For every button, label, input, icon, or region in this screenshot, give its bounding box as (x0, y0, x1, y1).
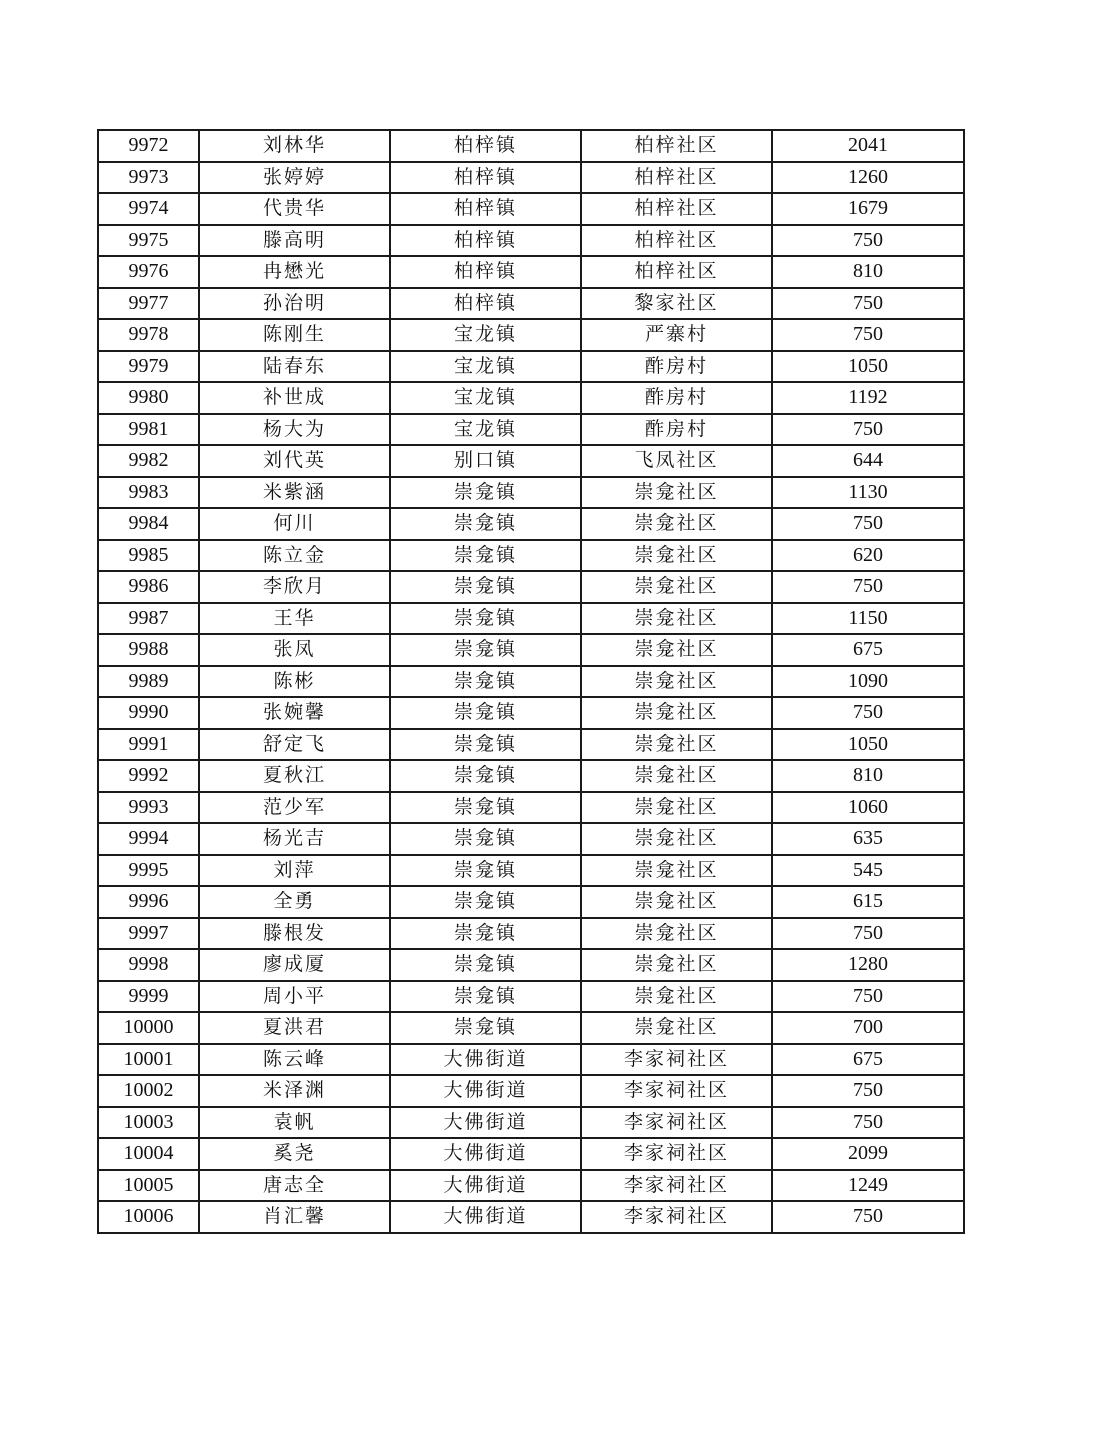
amount-cell: 810 (772, 760, 964, 792)
community-cell: 崇龛社区 (581, 666, 772, 698)
table-body (98, 130, 964, 1233)
community-cell: 崇龛社区 (581, 634, 772, 666)
amount-cell: 750 (772, 414, 964, 446)
name-cell: 唐志全 (199, 1170, 390, 1202)
name-cell: 夏洪君 (199, 1012, 390, 1044)
name-cell: 何川 (199, 508, 390, 540)
row-number-cell: 9976 (98, 256, 199, 288)
town-cell: 大佛街道 (390, 1170, 581, 1202)
name-cell: 李欣月 (199, 571, 390, 603)
community-cell: 崇龛社区 (581, 760, 772, 792)
table-row (98, 414, 964, 446)
town-cell: 宝龙镇 (390, 382, 581, 414)
name-cell: 滕高明 (199, 225, 390, 257)
town-cell: 大佛街道 (390, 1044, 581, 1076)
amount-cell: 1060 (772, 792, 964, 824)
community-cell: 酢房村 (581, 351, 772, 383)
name-cell: 张婉馨 (199, 697, 390, 729)
table-row (98, 1201, 964, 1233)
community-cell: 崇龛社区 (581, 697, 772, 729)
community-cell: 崇龛社区 (581, 603, 772, 635)
town-cell: 大佛街道 (390, 1075, 581, 1107)
row-number-cell: 9972 (98, 130, 199, 162)
row-number-cell: 9974 (98, 193, 199, 225)
amount-cell: 1050 (772, 729, 964, 761)
amount-cell: 1192 (772, 382, 964, 414)
community-cell: 崇龛社区 (581, 508, 772, 540)
name-cell: 舒定飞 (199, 729, 390, 761)
town-cell: 崇龛镇 (390, 918, 581, 950)
town-cell: 宝龙镇 (390, 351, 581, 383)
amount-cell: 644 (772, 445, 964, 477)
town-cell: 柏梓镇 (390, 193, 581, 225)
row-number-cell: 10002 (98, 1075, 199, 1107)
community-cell: 崇龛社区 (581, 571, 772, 603)
community-cell: 严寨村 (581, 319, 772, 351)
row-number-cell: 9981 (98, 414, 199, 446)
table-row (98, 288, 964, 320)
table-row (98, 729, 964, 761)
table-row (98, 1044, 964, 1076)
table-row (98, 1075, 964, 1107)
row-number-cell: 9984 (98, 508, 199, 540)
amount-cell: 750 (772, 918, 964, 950)
community-cell: 李家祠社区 (581, 1107, 772, 1139)
name-cell: 陆春东 (199, 351, 390, 383)
table-row (98, 886, 964, 918)
amount-cell: 615 (772, 886, 964, 918)
community-cell: 崇龛社区 (581, 949, 772, 981)
town-cell: 崇龛镇 (390, 729, 581, 761)
table-row (98, 634, 964, 666)
name-cell: 袁帆 (199, 1107, 390, 1139)
town-cell: 宝龙镇 (390, 319, 581, 351)
table-row (98, 225, 964, 257)
community-cell: 李家祠社区 (581, 1201, 772, 1233)
amount-cell: 620 (772, 540, 964, 572)
town-cell: 崇龛镇 (390, 571, 581, 603)
community-cell: 柏梓社区 (581, 193, 772, 225)
row-number-cell: 9988 (98, 634, 199, 666)
town-cell: 崇龛镇 (390, 949, 581, 981)
town-cell: 崇龛镇 (390, 477, 581, 509)
town-cell: 崇龛镇 (390, 760, 581, 792)
data-table (97, 129, 965, 1234)
name-cell: 杨光吉 (199, 823, 390, 855)
table-row (98, 193, 964, 225)
community-cell: 崇龛社区 (581, 729, 772, 761)
amount-cell: 1130 (772, 477, 964, 509)
row-number-cell: 9991 (98, 729, 199, 761)
table-row (98, 603, 964, 635)
row-number-cell: 9998 (98, 949, 199, 981)
table-row (98, 918, 964, 950)
table-row (98, 445, 964, 477)
town-cell: 崇龛镇 (390, 697, 581, 729)
amount-cell: 750 (772, 225, 964, 257)
table-row (98, 1107, 964, 1139)
name-cell: 陈立金 (199, 540, 390, 572)
table-row (98, 666, 964, 698)
row-number-cell: 9997 (98, 918, 199, 950)
amount-cell: 750 (772, 288, 964, 320)
name-cell: 张凤 (199, 634, 390, 666)
table-row (98, 1012, 964, 1044)
community-cell: 崇龛社区 (581, 1012, 772, 1044)
row-number-cell: 9980 (98, 382, 199, 414)
amount-cell: 750 (772, 319, 964, 351)
row-number-cell: 9990 (98, 697, 199, 729)
community-cell: 李家祠社区 (581, 1044, 772, 1076)
row-number-cell: 9992 (98, 760, 199, 792)
table-row (98, 351, 964, 383)
amount-cell: 675 (772, 634, 964, 666)
amount-cell: 750 (772, 1107, 964, 1139)
town-cell: 崇龛镇 (390, 823, 581, 855)
community-cell: 崇龛社区 (581, 540, 772, 572)
name-cell: 张婷婷 (199, 162, 390, 194)
name-cell: 范少军 (199, 792, 390, 824)
table-row (98, 792, 964, 824)
amount-cell: 1090 (772, 666, 964, 698)
community-cell: 崇龛社区 (581, 918, 772, 950)
row-number-cell: 9985 (98, 540, 199, 572)
town-cell: 崇龛镇 (390, 603, 581, 635)
town-cell: 崇龛镇 (390, 666, 581, 698)
name-cell: 全勇 (199, 886, 390, 918)
name-cell: 陈云峰 (199, 1044, 390, 1076)
row-number-cell: 9987 (98, 603, 199, 635)
town-cell: 柏梓镇 (390, 225, 581, 257)
table-row (98, 540, 964, 572)
row-number-cell: 10001 (98, 1044, 199, 1076)
amount-cell: 1260 (772, 162, 964, 194)
community-cell: 崇龛社区 (581, 792, 772, 824)
table-row (98, 162, 964, 194)
town-cell: 柏梓镇 (390, 162, 581, 194)
name-cell: 肖汇馨 (199, 1201, 390, 1233)
table-row (98, 855, 964, 887)
town-cell: 崇龛镇 (390, 792, 581, 824)
name-cell: 米泽渊 (199, 1075, 390, 1107)
amount-cell: 750 (772, 981, 964, 1013)
name-cell: 米紫涵 (199, 477, 390, 509)
table-row (98, 571, 964, 603)
town-cell: 柏梓镇 (390, 256, 581, 288)
row-number-cell: 9977 (98, 288, 199, 320)
community-cell: 崇龛社区 (581, 855, 772, 887)
name-cell: 杨大为 (199, 414, 390, 446)
town-cell: 崇龛镇 (390, 634, 581, 666)
amount-cell: 750 (772, 697, 964, 729)
row-number-cell: 9973 (98, 162, 199, 194)
name-cell: 滕根发 (199, 918, 390, 950)
town-cell: 大佛街道 (390, 1138, 581, 1170)
name-cell: 王华 (199, 603, 390, 635)
name-cell: 补世成 (199, 382, 390, 414)
name-cell: 陈彬 (199, 666, 390, 698)
row-number-cell: 9983 (98, 477, 199, 509)
name-cell: 廖成厦 (199, 949, 390, 981)
table-row (98, 981, 964, 1013)
name-cell: 陈刚生 (199, 319, 390, 351)
community-cell: 李家祠社区 (581, 1138, 772, 1170)
community-cell: 柏梓社区 (581, 225, 772, 257)
amount-cell: 750 (772, 1075, 964, 1107)
row-number-cell: 9982 (98, 445, 199, 477)
town-cell: 大佛街道 (390, 1107, 581, 1139)
amount-cell: 700 (772, 1012, 964, 1044)
row-number-cell: 10004 (98, 1138, 199, 1170)
amount-cell: 635 (772, 823, 964, 855)
row-number-cell: 10000 (98, 1012, 199, 1044)
name-cell: 刘代英 (199, 445, 390, 477)
community-cell: 李家祠社区 (581, 1075, 772, 1107)
row-number-cell: 10006 (98, 1201, 199, 1233)
table-row (98, 130, 964, 162)
amount-cell: 2041 (772, 130, 964, 162)
amount-cell: 1150 (772, 603, 964, 635)
name-cell: 代贵华 (199, 193, 390, 225)
table-row (98, 319, 964, 351)
row-number-cell: 9975 (98, 225, 199, 257)
table-row (98, 697, 964, 729)
community-cell: 酢房村 (581, 382, 772, 414)
row-number-cell: 9993 (98, 792, 199, 824)
town-cell: 崇龛镇 (390, 540, 581, 572)
town-cell: 柏梓镇 (390, 130, 581, 162)
table-row (98, 823, 964, 855)
amount-cell: 545 (772, 855, 964, 887)
community-cell: 崇龛社区 (581, 886, 772, 918)
amount-cell: 675 (772, 1044, 964, 1076)
data-table-container (97, 129, 963, 1234)
community-cell: 崇龛社区 (581, 981, 772, 1013)
row-number-cell: 9986 (98, 571, 199, 603)
name-cell: 奚尧 (199, 1138, 390, 1170)
table-row (98, 1138, 964, 1170)
town-cell: 大佛街道 (390, 1201, 581, 1233)
community-cell: 崇龛社区 (581, 823, 772, 855)
town-cell: 崇龛镇 (390, 981, 581, 1013)
row-number-cell: 10003 (98, 1107, 199, 1139)
community-cell: 崇龛社区 (581, 477, 772, 509)
amount-cell: 1249 (772, 1170, 964, 1202)
name-cell: 冉懋光 (199, 256, 390, 288)
row-number-cell: 9996 (98, 886, 199, 918)
name-cell: 夏秋江 (199, 760, 390, 792)
name-cell: 刘萍 (199, 855, 390, 887)
community-cell: 柏梓社区 (581, 162, 772, 194)
row-number-cell: 9994 (98, 823, 199, 855)
table-row (98, 508, 964, 540)
community-cell: 酢房村 (581, 414, 772, 446)
amount-cell: 750 (772, 571, 964, 603)
row-number-cell: 10005 (98, 1170, 199, 1202)
amount-cell: 1679 (772, 193, 964, 225)
row-number-cell: 9999 (98, 981, 199, 1013)
town-cell: 别口镇 (390, 445, 581, 477)
table-row (98, 949, 964, 981)
table-row (98, 1170, 964, 1202)
name-cell: 孙治明 (199, 288, 390, 320)
amount-cell: 810 (772, 256, 964, 288)
name-cell: 周小平 (199, 981, 390, 1013)
row-number-cell: 9979 (98, 351, 199, 383)
community-cell: 李家祠社区 (581, 1170, 772, 1202)
amount-cell: 1050 (772, 351, 964, 383)
town-cell: 崇龛镇 (390, 855, 581, 887)
table-row (98, 256, 964, 288)
community-cell: 柏梓社区 (581, 256, 772, 288)
community-cell: 飞凤社区 (581, 445, 772, 477)
town-cell: 柏梓镇 (390, 288, 581, 320)
community-cell: 黎家社区 (581, 288, 772, 320)
town-cell: 宝龙镇 (390, 414, 581, 446)
row-number-cell: 9995 (98, 855, 199, 887)
table-row (98, 477, 964, 509)
table-row (98, 382, 964, 414)
amount-cell: 750 (772, 1201, 964, 1233)
row-number-cell: 9989 (98, 666, 199, 698)
amount-cell: 1280 (772, 949, 964, 981)
town-cell: 崇龛镇 (390, 508, 581, 540)
town-cell: 崇龛镇 (390, 1012, 581, 1044)
amount-cell: 750 (772, 508, 964, 540)
town-cell: 崇龛镇 (390, 886, 581, 918)
amount-cell: 2099 (772, 1138, 964, 1170)
table-row (98, 760, 964, 792)
name-cell: 刘林华 (199, 130, 390, 162)
community-cell: 柏梓社区 (581, 130, 772, 162)
row-number-cell: 9978 (98, 319, 199, 351)
